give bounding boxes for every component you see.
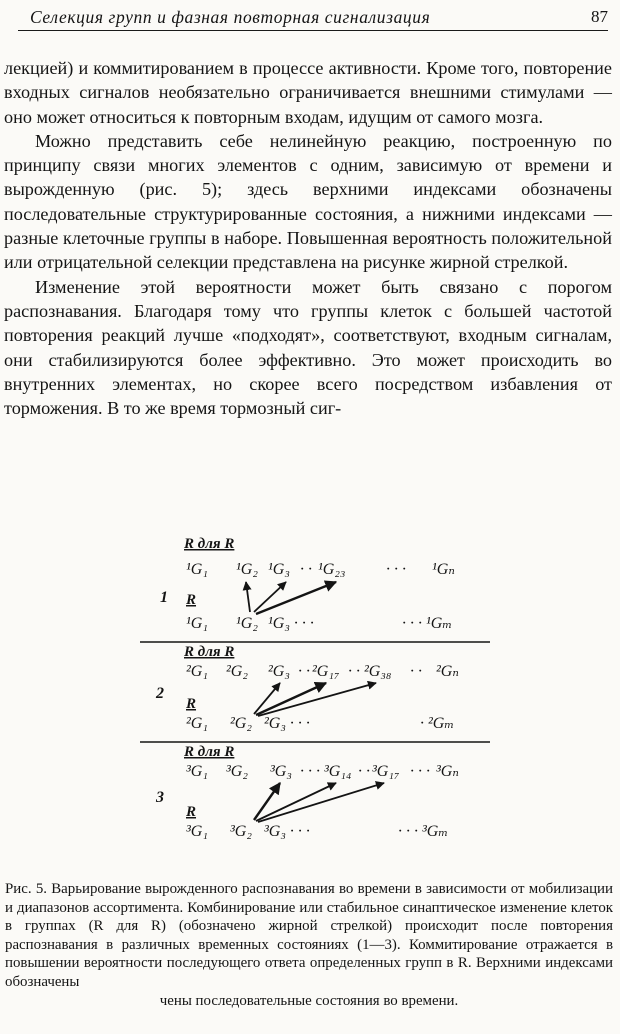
bold-selection-arrow [254,783,280,820]
caption-last-line: чены последовательные состояния во времени. [159,992,459,1009]
dots: · · [298,663,310,680]
group-label: ²G₃ [268,663,290,680]
r-label: R [186,696,197,712]
dots: · · · [386,561,406,578]
group-label: ³G₁ [186,763,208,780]
group-label: ¹G₂₃ [318,561,346,578]
caption-body: Рис. 5. Варьирование вырожденного распознавания во времени в зависимости от мобилизации и диапазонов ассортимента. Комбинирование или стабильное синаптическое изменение клеток в группах (R для R) (обозначено жирной стрелкой) происходит после повторения распознавания в различных временных состояниях (1—3). Коммитирование отражается в повышении вероятности последующего ответа определенных групп в R. Верхними индексами обозначены [5,881,613,990]
group-label: ³G₁₇ [372,763,400,780]
r-label: R [186,804,197,820]
block-header: R для R [184,644,235,660]
group-label: ²G₂ [226,663,248,680]
figure-5 [140,530,490,870]
block-header: R для R [184,536,235,552]
paragraph: лекцией) и коммитированием в процессе активности. Кроме того, повторение входных сигналов необязательно ограничивается внешними стимулами — оно может относиться к повторным входам, идущим от самого мозга. [4,58,612,127]
dots: · · [358,763,370,780]
dots: · · · [300,763,320,780]
group-label: ¹G₂ [236,615,258,632]
group-label: ¹G₁ [186,561,208,578]
group-label: ¹G₂ [236,561,258,578]
group-label: ²G₁ [186,663,208,680]
group-label: ¹Gₙ [432,561,455,578]
running-header [18,6,608,31]
group-label: ²G₁ [186,715,208,732]
page-number: 87 [591,7,608,26]
group-label: ³G₁₄ [324,763,352,780]
group-label: ²G₂ [230,715,252,732]
group-label: ³G₂ [226,763,248,780]
dots: · · [300,561,312,578]
group-label: ²G₁₇ [312,663,340,680]
body-text [4,56,612,420]
group-label: ³G₁ [186,823,208,840]
r-label: R [186,592,197,608]
group-label: · · · ¹Gₘ [402,615,453,632]
figure-block-2 [155,644,459,732]
dots: · · [410,663,422,680]
block-header: R для R [184,744,235,760]
state-label: 2 [156,685,164,702]
group-label: ²G₃₈ [364,663,392,680]
figure-block-3 [155,744,459,840]
group-label: ¹G₃ [268,561,290,578]
group-label: ¹G₃ · · · [268,615,314,632]
group-label: · · · ³Gₘ [398,823,449,840]
group-label: ³G₂ [230,823,252,840]
figure-diagram [140,530,490,870]
group-label: ³G₃ [270,763,292,780]
figure-caption [5,880,613,1010]
group-label: · ²Gₘ [420,715,455,732]
dots: · · [348,663,360,680]
paragraph: Изменение этой вероятности может быть связано с порогом распознавания. Благодаря тому что группы клеток с большей частотой повторения реакций лучше «подходят», соответствуют, входным сигналам, они стабилизируются более эффективно. Это может происходить во внутренних элементах, но скорее всего посредством избавления от торможения. В то же время тормозный сиг- [4,276,612,419]
dots: · · · [410,763,430,780]
group-label: ²G₃ · · · [264,715,310,732]
selection-arrow [246,582,250,612]
group-label: ³Gₙ [436,763,459,780]
group-label: ²Gₙ [436,663,459,680]
state-label: 1 [160,589,168,606]
paragraph: Можно представить себе нелинейную реакцию, построенную по принципу связи многих элементов с одним, зависимую от времени и вырожденную (рис. 5); здесь верхними индексами обозначены последовательные структурированные состояния, а нижними индексами — разные клеточные группы в наборе. Повышенная вероятность положительной или отрицательной селекции представлена на рисунке жирной стрелкой. [4,130,612,273]
group-label: ³G₃ · · · [264,823,310,840]
group-label: ¹G₁ [186,615,208,632]
running-title: Селекция групп и фазная повторная сигнализация [30,7,431,27]
figure-block-1 [160,536,455,632]
state-label: 3 [156,789,164,806]
